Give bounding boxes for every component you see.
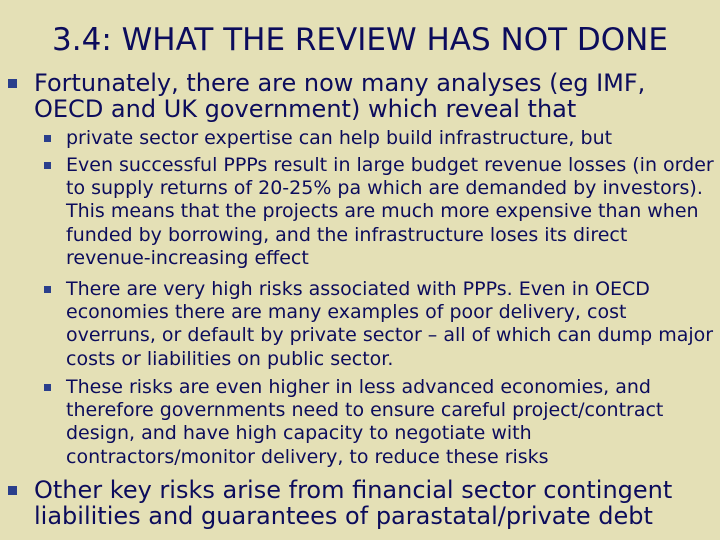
- sub-bullet-4: [66, 376, 716, 469]
- bullet-2-text: Other key risks arise from financial sector contingent liabilities and guarantees of parastatal/private debt: [34, 476, 673, 530]
- square-bullet-icon: [44, 286, 51, 293]
- sub-bullet-1-text: private sector expertise can help build infrastructure, but: [66, 127, 613, 149]
- square-bullet-icon: [44, 135, 51, 142]
- bullet-1: [34, 70, 694, 122]
- bullet-1-text: Fortunately, there are now many analyses (eg IMF, OECD and UK government) which reveal that: [34, 69, 646, 123]
- square-bullet-icon: [8, 79, 17, 88]
- square-bullet-icon: [44, 384, 51, 391]
- slide-title: 3.4: WHAT THE REVIEW HAS NOT DONE: [52, 22, 668, 58]
- square-bullet-icon: [44, 162, 51, 169]
- sub-bullet-2: [66, 154, 716, 270]
- bullet-2: [34, 477, 694, 529]
- sub-bullet-3: [66, 278, 716, 371]
- sub-bullet-3-text: There are very high risks associated with PPPs. Even in OECD economies there are many examples of poor delivery, cost overruns, or default by private sector – all of which can dump major costs or liabilities on public sector.: [66, 278, 714, 370]
- sub-bullet-4-text: These risks are even higher in less advanced economies, and therefore governments need to ensure careful project/contract design, and have high capacity to negotiate with contractors/monitor delivery, to reduce these risks: [66, 376, 664, 468]
- square-bullet-icon: [8, 486, 17, 495]
- sub-bullet-2-text: Even successful PPPs result in large budget revenue losses (in order to supply returns of 20-25% pa which are demanded by investors). This means that the projects are much more expensive than when funded by borrowing, and the infrastructure loses its direct revenue-increasing effect: [66, 154, 714, 269]
- sub-bullet-1: [66, 127, 716, 150]
